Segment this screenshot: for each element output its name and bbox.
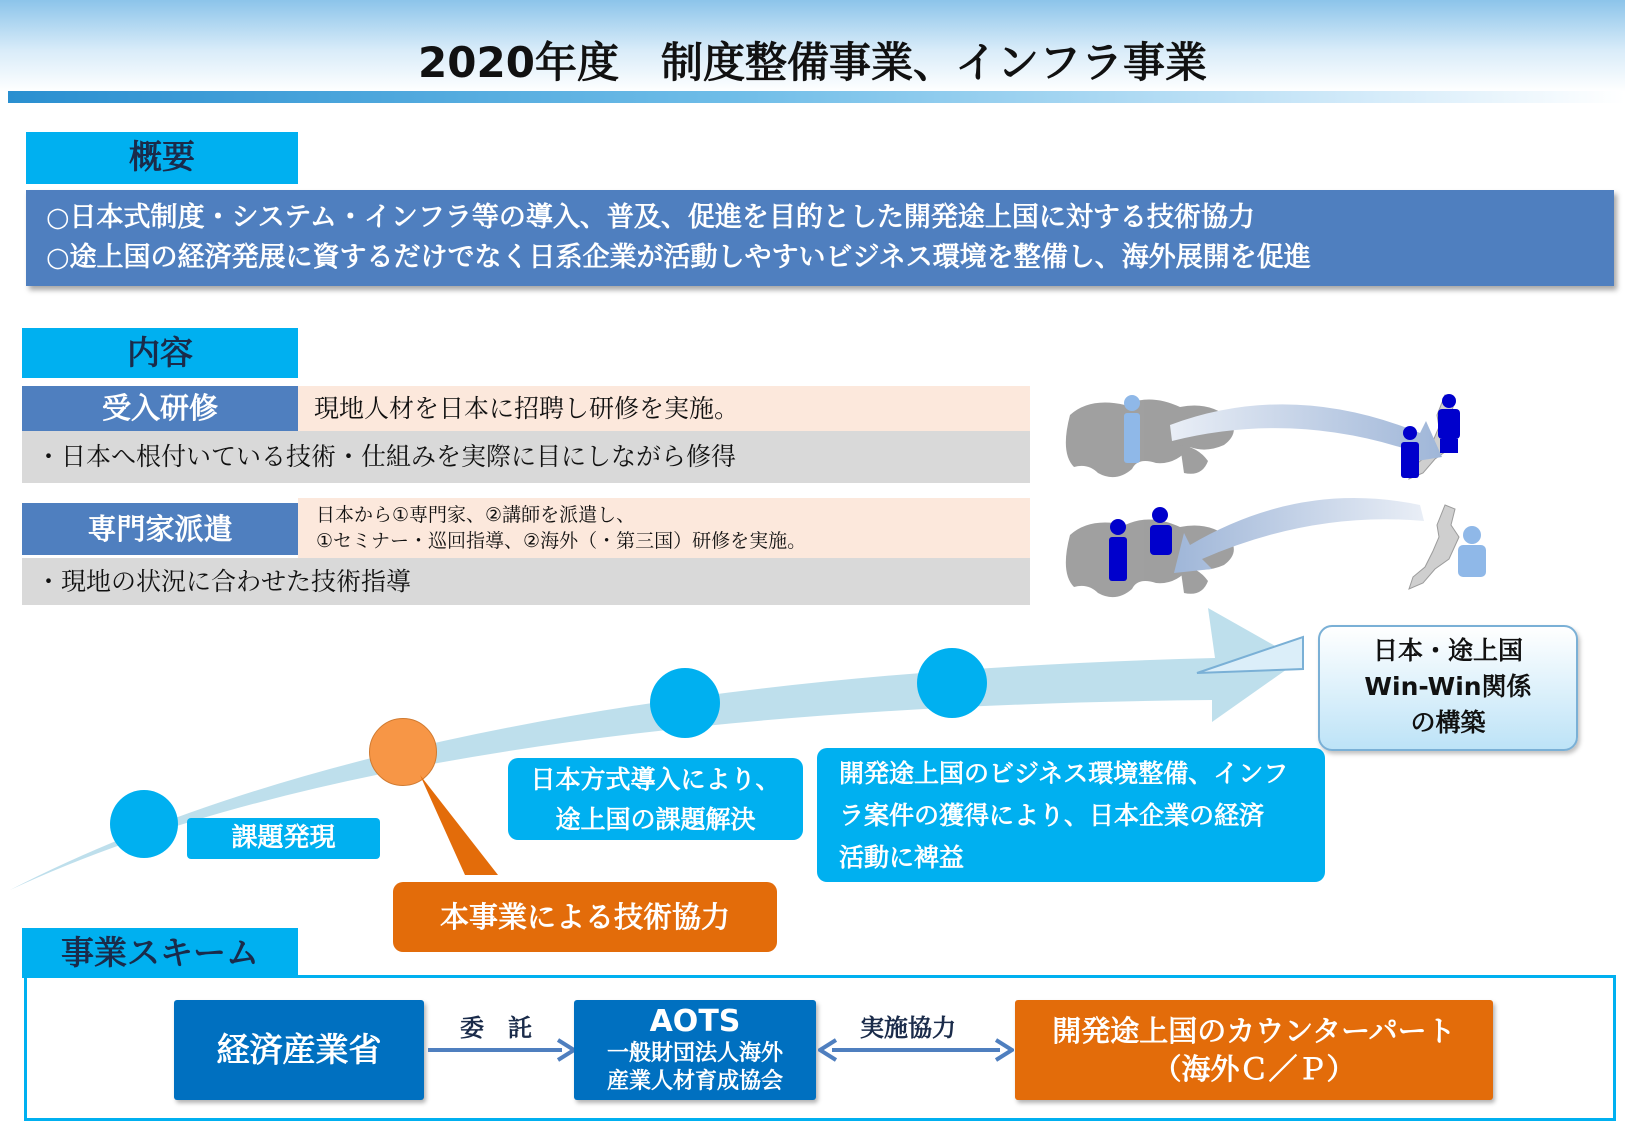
person-icon [1438, 394, 1460, 453]
item-label-expert: 専門家派遣 [22, 503, 298, 555]
goal-bubble: 日本・途上国 Win-Win関係 の構築 [1318, 625, 1578, 751]
step-cooperation-label: 本事業による技術協力 [393, 882, 777, 952]
item-benefit-training: ・日本へ根付いている技術・仕組みを実際に目にしながら修得 [22, 431, 1030, 483]
person-icon [1109, 519, 1127, 581]
item-benefit-expert: ・現地の状況に合わせた技術指導 [22, 558, 1030, 605]
item-desc-expert-line-2: ①セミナー・巡回指導、②海外（・第三国）研修を実施。 [316, 530, 807, 552]
entrust-arrow [426, 1035, 576, 1065]
page-title: 2020年度 制度整備事業、インフラ事業 [418, 38, 1207, 87]
overview-line-1: ○日本式制度・システム・インフラ等の導入、普及、促進を目的とした開発途上国に対する技術協力 [46, 202, 1255, 233]
aots-sub-1: 一般財団法人海外 [606, 1041, 783, 1066]
content-label: 内容 [22, 328, 298, 378]
cooperation-label: 実施協力 [860, 1014, 956, 1042]
world-map-icon [1066, 399, 1234, 477]
counterpart-line-2: （海外Ｃ／Ｐ） [1152, 1052, 1356, 1086]
item-desc-expert [298, 498, 1030, 558]
overview-box [26, 190, 1614, 286]
item-desc-expert-line-1: 日本から①専門家、②講師を派遣し、 [316, 504, 636, 526]
scheme-label: 事業スキーム [22, 928, 298, 978]
callout-pointer [410, 770, 500, 890]
overview-line-2: ○途上国の経済発展に資するだけでなく日系企業が活動しやすいビジネス環境を整備し、海外展開を促進 [46, 242, 1311, 273]
item-label-training: 受入研修 [22, 386, 298, 431]
ministry-node: 経済産業省 [174, 1000, 424, 1100]
flow-circle-4 [917, 648, 987, 718]
person-icon [1458, 526, 1486, 577]
person-icon [1401, 426, 1419, 478]
aots-name: AOTS [649, 1004, 741, 1039]
step-solution-label: 日本方式導入により、 途上国の課題解決 [508, 758, 803, 840]
item-desc-training-line: 現地人材を日本に招聘し研修を実施。 [314, 394, 740, 423]
aots-node [574, 1000, 816, 1100]
counterpart-node [1015, 1000, 1493, 1100]
exchange-illustration [1060, 385, 1540, 615]
counterpart-line-1: 開発途上国のカウンターパート [1052, 1014, 1456, 1048]
goal-bubble-tail [1195, 625, 1305, 685]
step-benefit-label: 開発途上国のビジネス環境整備、インフ ラ案件の獲得により、日本企業の経済 活動に裨益 [817, 748, 1325, 882]
entrust-label: 委 託 [460, 1014, 532, 1042]
aots-sub-2: 産業人材育成協会 [606, 1069, 783, 1094]
person-icon [1150, 507, 1172, 555]
step-issue-label: 課題発現 [187, 818, 380, 859]
flow-circle-1 [110, 790, 178, 858]
overview-label: 概要 [26, 132, 298, 184]
world-map-icon [1066, 519, 1234, 597]
item-desc-training [298, 386, 1030, 431]
cooperation-arrow [818, 1035, 1014, 1065]
flow-circle-3 [650, 668, 720, 738]
header-underline [8, 91, 1625, 103]
person-icon [1124, 395, 1140, 463]
